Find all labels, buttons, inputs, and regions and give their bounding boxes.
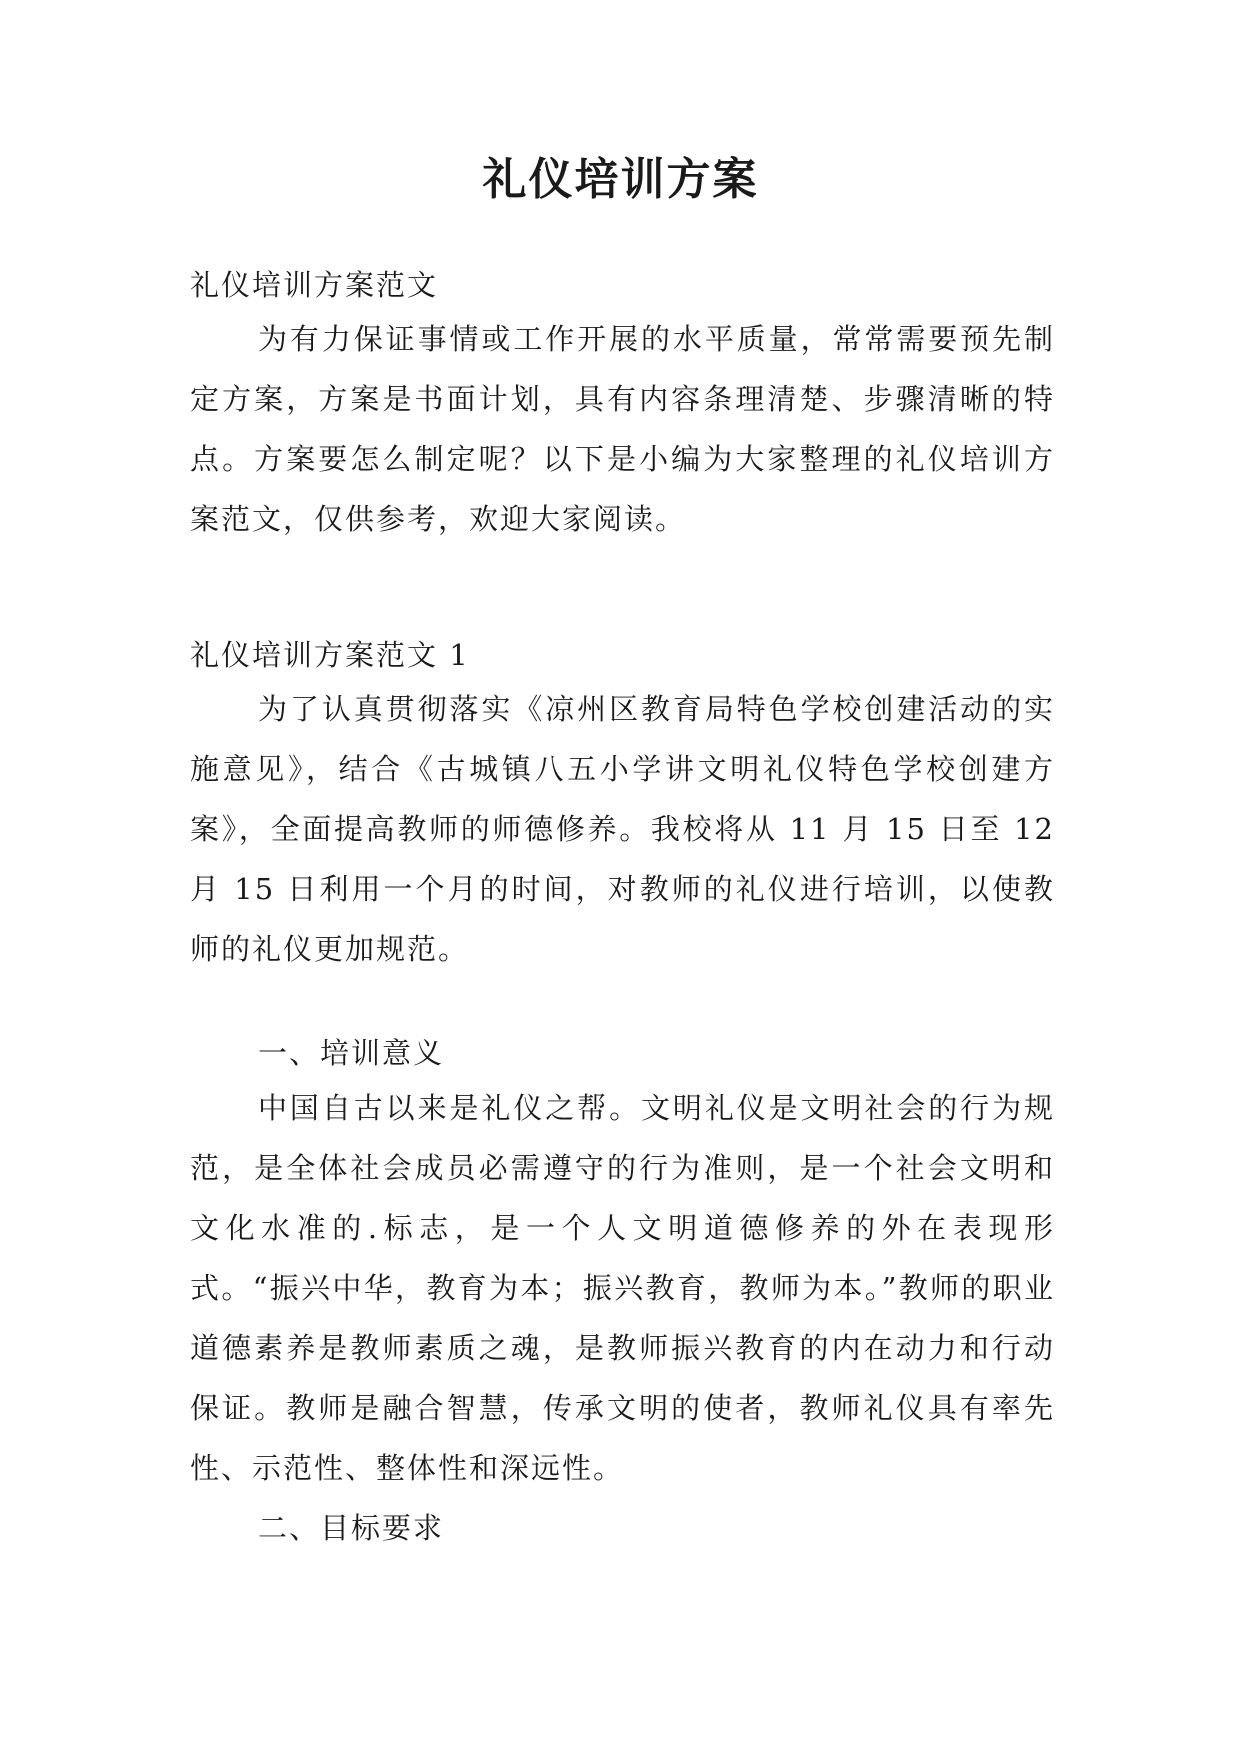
document-title: 礼仪培训方案 xyxy=(482,154,759,205)
section2-heading: 二、目标要求 xyxy=(258,1511,445,1545)
sample1-paragraph: 为了认真贯彻落实《凉州区教育局特色学校创建活动的实施意见》，结合《古城镇八五小学讲文明礼仪特色学校创建方案》，全面提高教师的师德修养。我校将从 11 月 15 日至 12 月 15 日利用一个月的时间，对教师的礼仪进行培训，以使教师的礼仪更加规范。 xyxy=(190,692,1055,966)
sample1-heading: 礼仪培训方案范文 1 xyxy=(190,638,470,672)
intro-paragraph: 为有力保证事情或工作开展的水平质量，常常需要预先制定方案，方案是书面计划，具有内容条理清楚、步骤清晰的特点。方案要怎么制定呢？以下是小编为大家整理的礼仪培训方案范文，仅供参考，欢迎大家阅读。 xyxy=(190,322,1055,536)
intro-heading: 礼仪培训方案范文 xyxy=(190,268,439,302)
section1-paragraph: 中国自古以来是礼仪之帮。文明礼仪是文明社会的行为规范，是全体社会成员必需遵守的行为准则，是一个社会文明和文化水准的.标志，是一个人文明道德修养的外在表现形式。“振兴中华，教育为本；振兴教育，教师为本。”教师的职业道德素养是教师素质之魂，是教师振兴教育的内在动力和行动保证。教师是融合智慧，传承文明的使者，教师礼仪具有率先性、示范性、整体性和深远性。 xyxy=(190,1091,1055,1485)
section1-heading: 一、培训意义 xyxy=(258,1036,445,1070)
